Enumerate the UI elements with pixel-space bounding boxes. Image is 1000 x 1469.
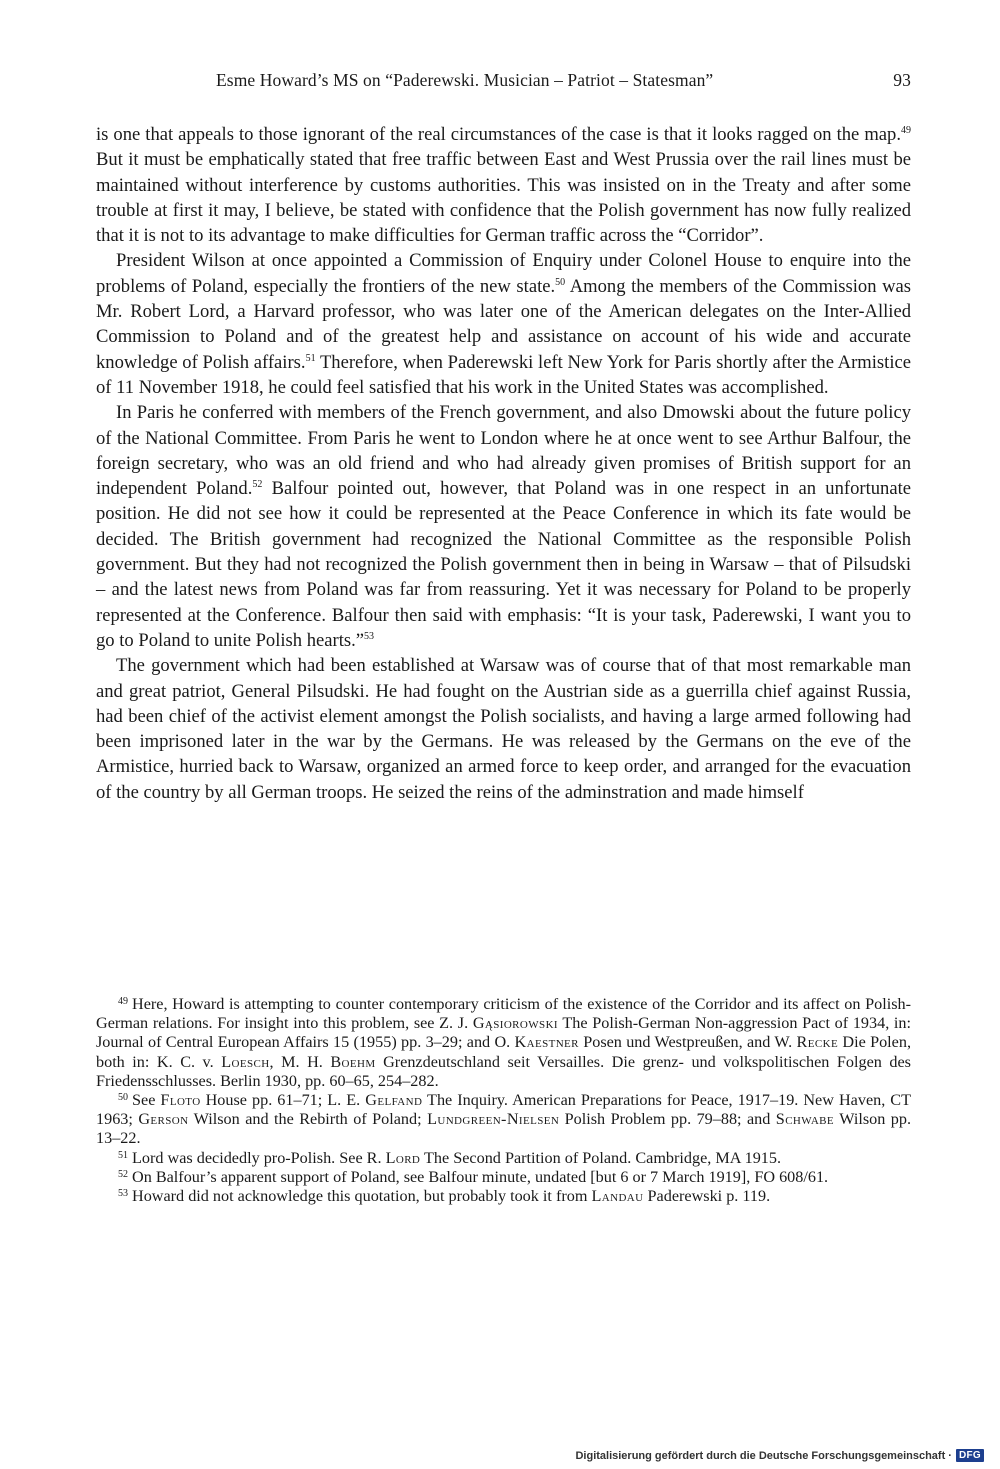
paragraph xyxy=(96,248,911,400)
dfg-logo: DFG xyxy=(956,1449,984,1462)
text-run: The Inquiry. American Preparations for Peace, 1917–19. New Haven, CT 1963; xyxy=(96,1091,911,1129)
text-run: , M. H. xyxy=(269,1052,331,1071)
author-name: Recke xyxy=(796,1033,839,1052)
text-run: is one that appeals to those ignorant of the real circumstances of the case is that it looks ragged on the map. xyxy=(96,124,901,145)
author-name: Gąsiorowski xyxy=(472,1014,558,1033)
text-run: Lord was decidedly pro-Polish. See R. xyxy=(132,1148,386,1167)
footnote-number: 52 xyxy=(118,1168,128,1180)
text-run: Grenzdeutschland seit Versailles. Die grenz- und volkspolitischen Folgen des Friedensschlusses. Berlin 1930, pp. 60–65, 254–282. xyxy=(96,1052,911,1090)
funding-text: Digitalisierung gefördert durch die Deutsche Forschungsgemeinschaft · xyxy=(575,1449,952,1462)
text-run: The Second Partition of Poland. Cambridge, MA 1915. xyxy=(420,1148,782,1167)
footnote xyxy=(96,1168,911,1187)
text-run: House pp. 61–71; L. E. xyxy=(200,1091,366,1110)
funding-notice xyxy=(575,1449,984,1462)
text-run: The Polish-German Non-aggression Pact of 1934, in: Journal of Central European Affairs 15 (1955) pp. 3–29; and O. xyxy=(96,1014,912,1052)
running-title: Esme Howard’s MS on “Paderewski. Musician – Patriot – Statesman” xyxy=(216,70,714,90)
text-run: But it must be emphatically stated that free traffic between East and West Prussia over the rail lines must be maintained without interference by customs authorities. This was insisted on in the Treaty and after some trouble at first it may, I believe, be stated with confidence that the Polish government has now fully realized that it is not to its advantage to make difficulties for German traffic across the “Corridor”. xyxy=(96,149,911,247)
text-run: Wilson and the Rebirth of Poland; xyxy=(188,1110,428,1129)
text-run: Therefore, when Paderewski left New York for Paris shortly after the Armistice of 11 November 1918, he could feel satisfied that his work in the United States was accomplished. xyxy=(96,351,911,398)
footnote-ref: 49 xyxy=(901,125,911,136)
text-run: Among the members of the Commission was Mr. Robert Lord, a Harvard professor, who was later one of the American delegates on the Inter-Allied Commission to Poland and of the greatest help and assistance on account of his wide and accurate knowledge of Polish affairs. xyxy=(96,275,911,373)
text-run: The government which had been established at Warsaw was of course that of that most remarkable man and great patriot, General Pilsudski. He had fought on the Austrian side as a guerrilla chief against Russia, had been chief of the activist element amongst the Polish socialists, and having a large armed following had been imprisoned later in the war by the Germans. He was released by the Germans on the eve of the Armistice, hurried back to Warsaw, organized an armed force to keep order, and arranged for the evacuation of the country by all German troops. He seized the reins of the adminstration and made himself xyxy=(96,655,911,803)
paragraph xyxy=(96,653,911,805)
footnote-number: 53 xyxy=(118,1188,128,1200)
page-number: 93 xyxy=(893,70,911,90)
footnotes xyxy=(96,995,911,1206)
paragraph xyxy=(96,400,911,653)
author-name: Boehm xyxy=(330,1052,376,1071)
author-name: Loesch xyxy=(221,1052,270,1071)
text-run: Here, Howard is attempting to counter contemporary criticism of the existence of the Corridor and its affect on Polish-German relations. For insight into this problem, see Z. J. xyxy=(96,995,911,1033)
footnote-ref: 51 xyxy=(305,352,316,364)
footnote-ref: 53 xyxy=(364,630,375,642)
text-run: In Paris he conferred with members of the French government, and also Dmowski about the future policy of the National Committee. From Paris he went to London where he at once went to see Arthur Balfour, the foreign secretary, who was an old friend and who had already given promises of British support for an independent Poland. xyxy=(96,402,911,500)
paragraph xyxy=(96,122,911,248)
body-text xyxy=(96,122,911,805)
author-name: Floto xyxy=(160,1091,201,1110)
text-run: On Balfour’s apparent support of Poland, see Balfour minute, undated [but 6 or 7 March 1919], FO 608/61. xyxy=(132,1167,829,1186)
text-run: Wilson pp. 13–22. xyxy=(96,1110,911,1148)
author-name: Gerson xyxy=(138,1110,189,1129)
footnote-number: 51 xyxy=(118,1149,128,1161)
running-header xyxy=(96,70,911,98)
author-name: Lord xyxy=(385,1148,421,1167)
text-run: Howard did not acknowledge this quotation, but probably took it from xyxy=(132,1187,592,1206)
text-run: Die Polen, both in: K. C. v. xyxy=(96,1033,912,1071)
author-name: Kaestner xyxy=(514,1033,579,1052)
text-run: See xyxy=(132,1091,161,1110)
footnote-ref: 50 xyxy=(555,276,566,288)
footnote xyxy=(96,995,911,1091)
footnote-number: 50 xyxy=(118,1092,128,1104)
footnote-number: 49 xyxy=(118,996,128,1007)
text-run: Paderewski p. 119. xyxy=(643,1187,771,1206)
footnote xyxy=(96,1091,911,1149)
text-run: Posen und Westpreußen, and W. xyxy=(578,1033,797,1052)
footnote xyxy=(96,1187,911,1206)
footnote-ref: 52 xyxy=(252,479,263,491)
footnote xyxy=(96,1149,911,1168)
text-run: Polish Problem pp. 79–88; and xyxy=(559,1110,776,1129)
author-name: Schwabe xyxy=(775,1110,835,1129)
author-name: Landau xyxy=(591,1187,644,1206)
text-run: President Wilson at once appointed a Commission of Enquiry under Colonel House to enquire into the problems of Poland, especially the frontiers of the new state. xyxy=(96,250,911,297)
text-run: Balfour pointed out, however, that Poland was in one respect in an unfortunate position. He did not see how it could be represented at the Peace Conference in which its fate would be decided. The British government had recognized the National Committee as the responsible Polish government. But they had not recognized the Polish government then in being in Warsaw – that of Pilsudski – and the latest news from Poland was far from reassuring. Yet it was necessary for Poland to be properly represented at the Conference. Balfour then said with emphasis: “It is your task, Paderewski, I want you to go to Poland to unite Polish hearts.” xyxy=(96,478,911,651)
author-name: Lundgreen-Nielsen xyxy=(427,1110,560,1129)
author-name: Gelfand xyxy=(365,1091,423,1110)
